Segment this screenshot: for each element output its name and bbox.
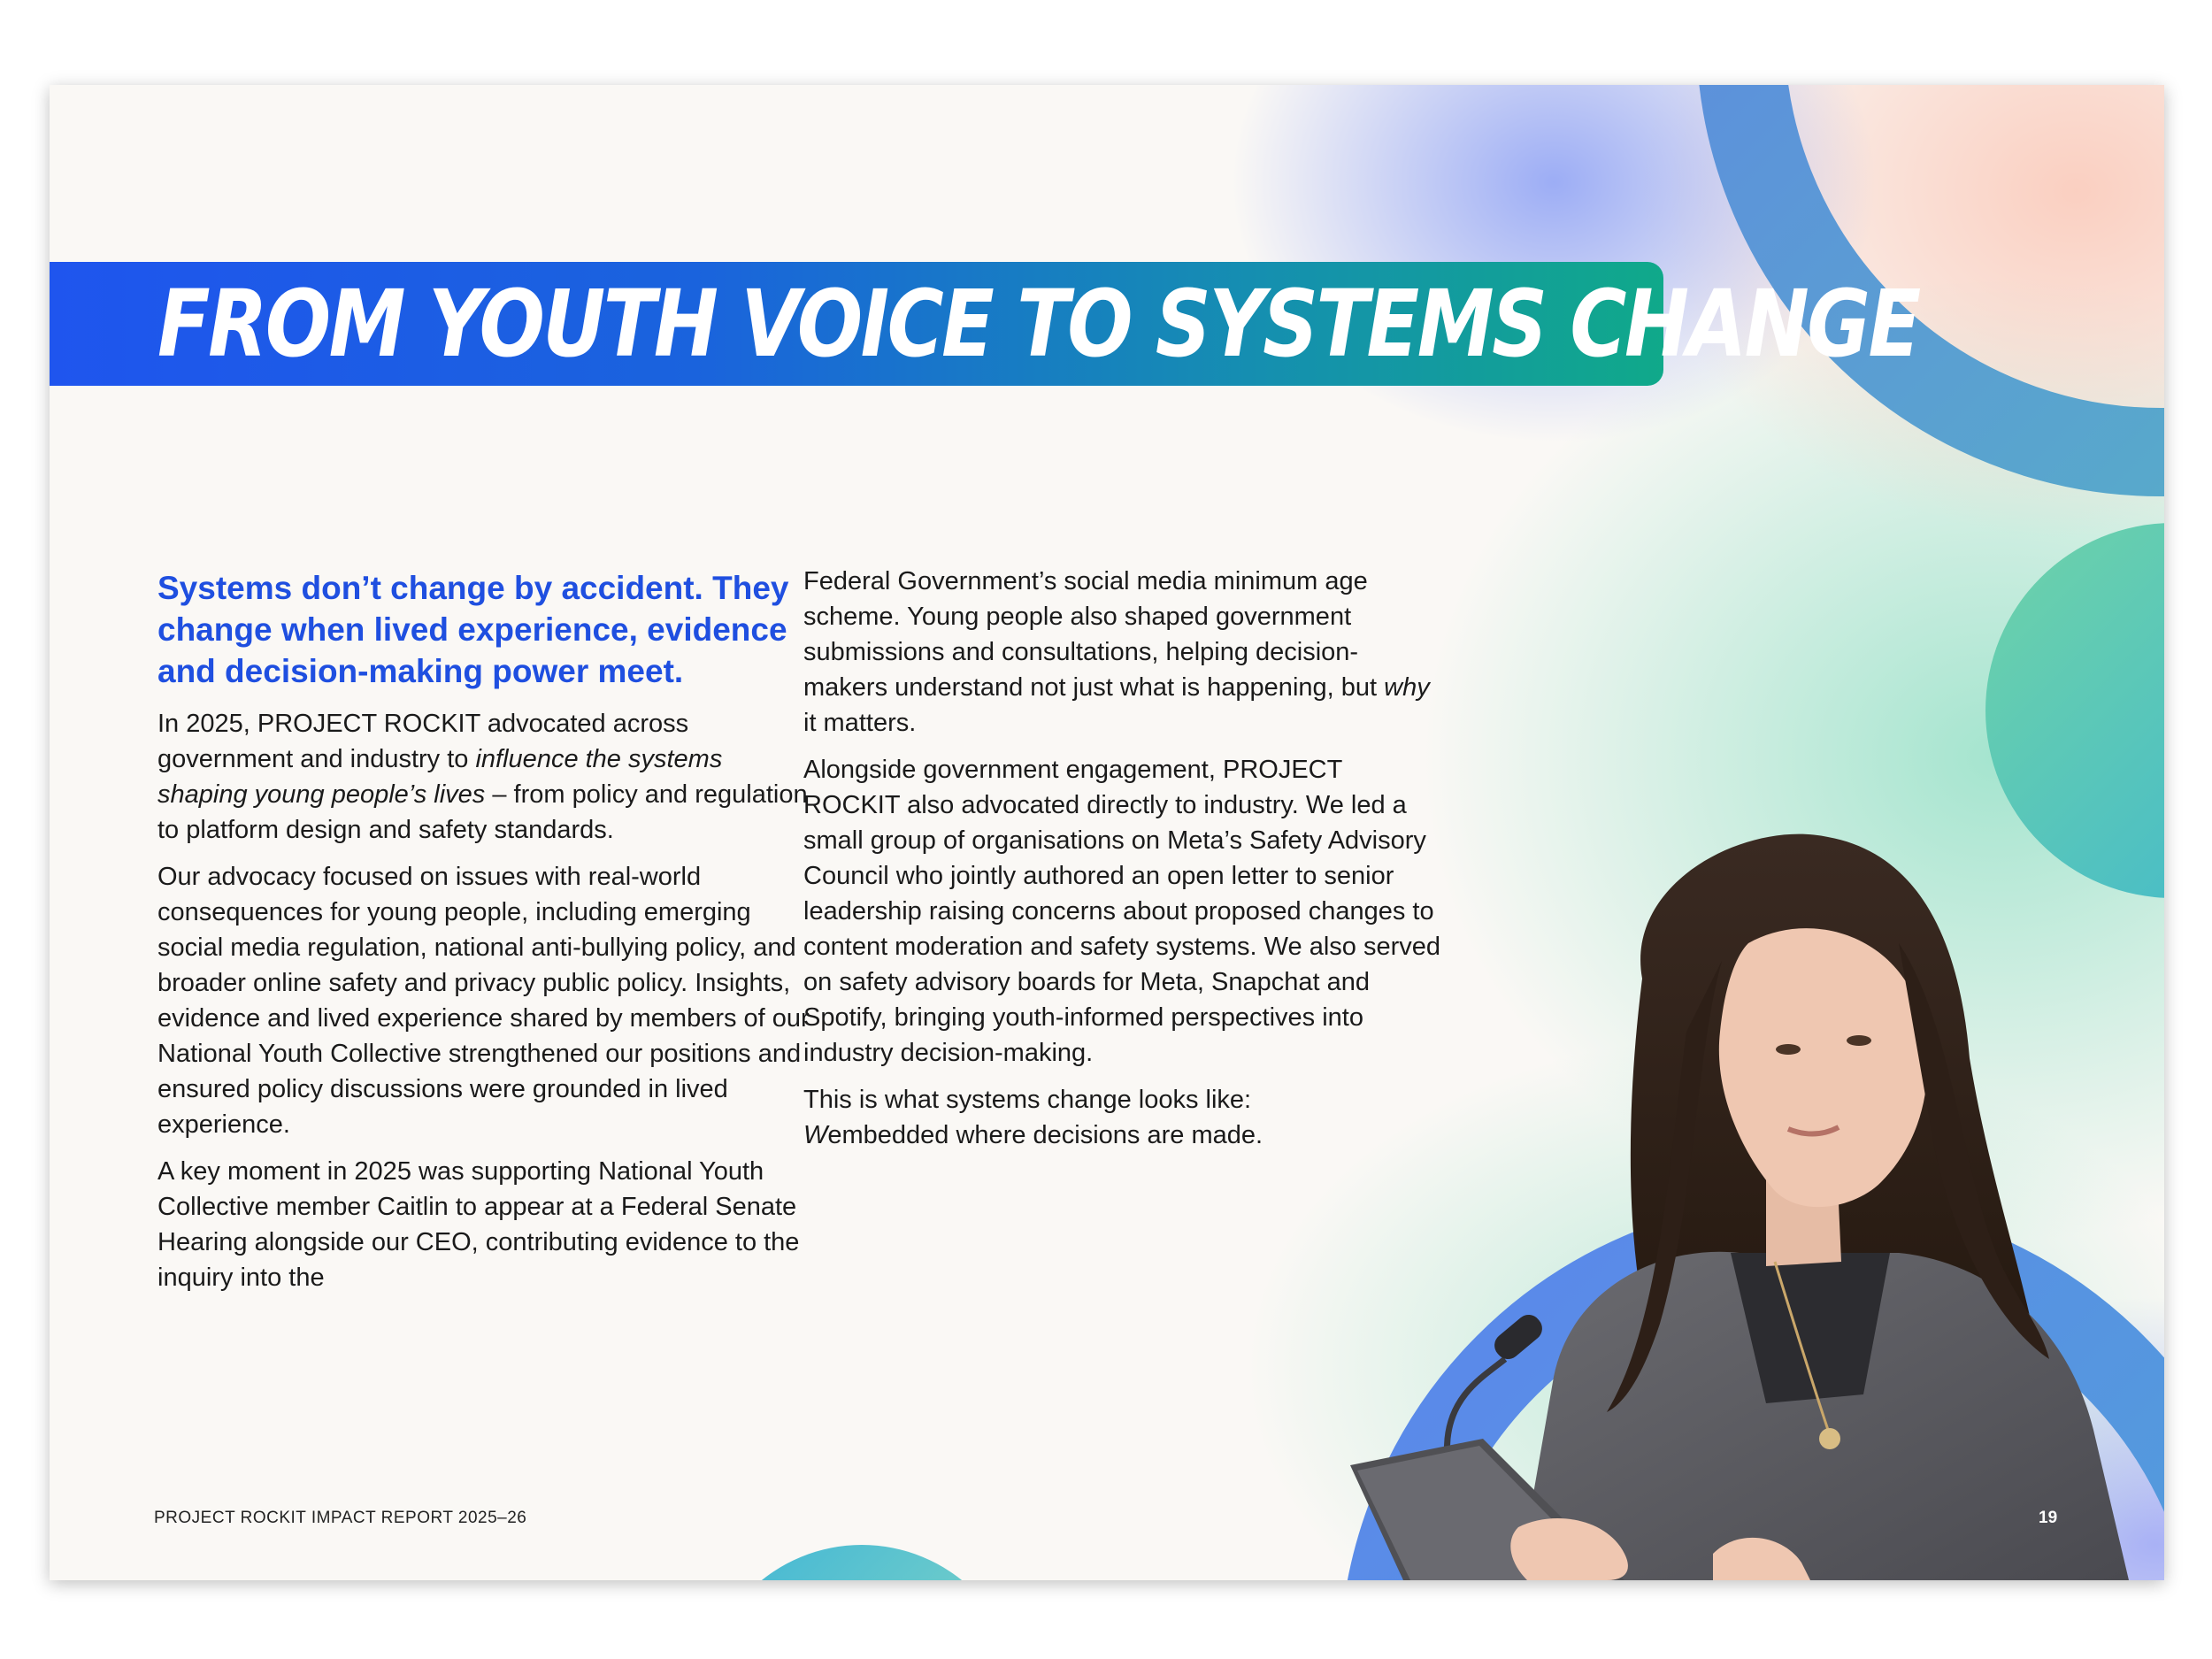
text-column-left <box>157 567 812 1307</box>
text-run: it matters. <box>803 709 917 737</box>
title-banner <box>50 262 1919 386</box>
footer-report-title: PROJECT ROCKIT IMPACT REPORT 2025–26 <box>154 1509 527 1527</box>
emphasis-text: W <box>803 1121 828 1149</box>
paragraph: A key moment in 2025 was supporting National Youth Collective member Caitlin to appear at a Federal Senate Hearing alongside our CEO, contributing evidence to the inquiry into the <box>157 1157 800 1292</box>
page-number: 19 <box>2039 1509 2058 1527</box>
text-run: This is what systems change looks like: <box>803 1086 1252 1114</box>
report-page <box>50 85 2164 1580</box>
emphasis-text: why <box>1384 673 1430 702</box>
text-run: Federal Government’s social media minimum age scheme. Young people also shaped government submissions and consultations, helping decision-makers understand not just what is happening, but <box>803 567 1385 702</box>
text-run: – from policy and regulation to platform design and safety standards. <box>157 780 808 844</box>
circle-bottom-center <box>703 1545 1021 1580</box>
paragraph <box>157 706 812 848</box>
text-run: embedded where decisions are made. <box>827 1121 1263 1149</box>
paragraph <box>803 564 1440 741</box>
paragraph: Our advocacy focused on issues with real-world consequences for young people, including emerging social media regulation, national anti-bullying policy, and broader online safety and privacy public policy. Insights, evidence and lived experience shared by members of our National Youth Collective strengthened our positions and ensured policy discussions were grounded in lived experience. <box>157 863 810 1139</box>
paragraph: Alongside government engagement, PROJECT ROCKIT also advocated directly to industry. We led a small group of organisations on Meta’s Safety Advisory Council who jointly authored an open letter to senior leadership raising concerns about proposed changes to content moderation and safety systems. We also served on safety advisory boards for Meta, Snapchat and Spotify, bringing youth-informed perspectives into industry decision-making. <box>803 756 1440 1067</box>
page-title: FROM YOUTH VOICE TO SYSTEMS CHANGE <box>157 270 1919 378</box>
emphasis-text: influence the systems shaping young people’s lives <box>157 745 723 809</box>
speaker-photo <box>987 828 2164 1580</box>
lead-statement: Systems don’t change by accident. They change when lived experience, evidence and decision-making power meet. <box>157 570 789 689</box>
text-run: In 2025, PROJECT ROCKIT advocated across government and industry to <box>157 710 689 773</box>
